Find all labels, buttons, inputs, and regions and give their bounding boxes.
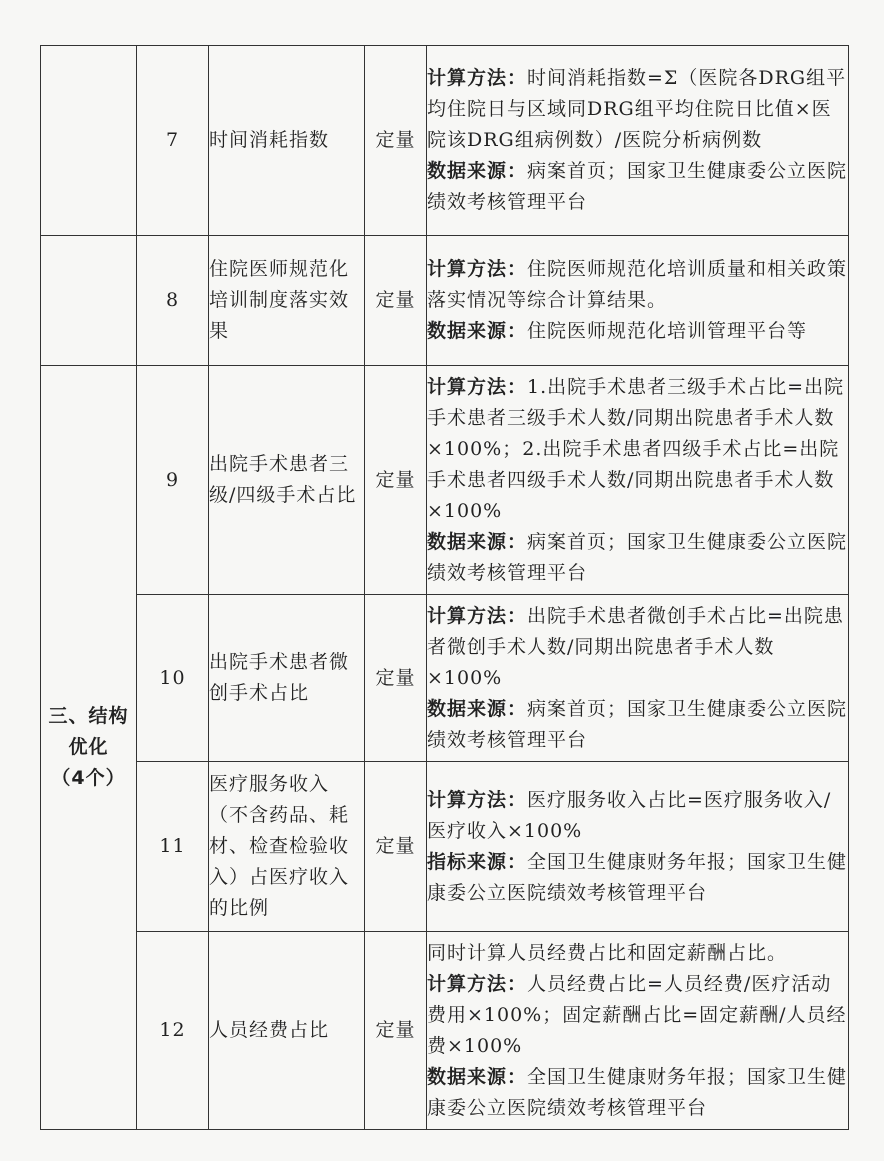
data-source-label: 数据来源： (427, 530, 528, 553)
table-row (41, 762, 849, 932)
data-source-text: 全国卫生健康财务年报；国家卫生健康委公立医院绩效考核管理平台 (427, 1065, 848, 1119)
data-source-text: 病案首页；国家卫生健康委公立医院绩效考核管理平台 (427, 530, 848, 584)
category-title: 三、结构 (48, 705, 129, 727)
indicator-table (40, 45, 849, 1130)
calc-method-text: 出院手术患者微创手术占比=出院患者微创手术人数/同期出院患者手术人数×100% (427, 604, 844, 689)
indicator-description (427, 46, 849, 236)
calc-method-label: 计算方法： (427, 67, 528, 89)
category-cell-continued (41, 236, 137, 366)
row-number: 8 (137, 236, 209, 366)
table-row (41, 595, 849, 762)
indicator-name: 住院医师规范化培训制度落实效果 (209, 236, 365, 366)
indicator-name: 出院手术患者微创手术占比 (209, 595, 365, 762)
indicator-name: 出院手术患者三级/四级手术占比 (209, 366, 365, 595)
indicator-source-label: 指标来源： (427, 850, 528, 873)
indicator-description (427, 236, 849, 366)
data-source-text: 病案首页；国家卫生健康委公立医院绩效考核管理平台 (427, 697, 848, 751)
indicator-type: 定量 (365, 46, 427, 236)
table-row (41, 46, 849, 236)
calc-method-text: 医疗服务收入占比=医疗服务收入/医疗收入×100% (427, 788, 832, 842)
table-row (41, 366, 849, 595)
indicator-description (427, 366, 849, 595)
data-source-label: 数据来源： (427, 1065, 528, 1088)
row-number: 12 (137, 932, 209, 1130)
row-number: 11 (137, 762, 209, 932)
category-subtitle: 优化 (68, 736, 109, 758)
indicator-type: 定量 (365, 366, 427, 595)
data-source-label: 数据来源： (427, 697, 528, 720)
calc-method-label: 计算方法： (427, 375, 528, 398)
preface-text: 同时计算人员经费占比和固定薪酬占比。 (427, 941, 788, 964)
data-source-label: 数据来源： (427, 320, 528, 342)
category-count: （4个） (51, 767, 126, 789)
data-source-text: 病案首页；国家卫生健康委公立医院绩效考核管理平台 (427, 160, 848, 213)
table-row (41, 236, 849, 366)
indicator-name: 医疗服务收入（不含药品、耗材、检查检验收入）占医疗收入的比例 (209, 762, 365, 932)
table-row (41, 932, 849, 1130)
indicator-name: 人员经费占比 (209, 932, 365, 1130)
calc-method-text: 时间消耗指数=Σ（医院各DRG组平均住院日与区域同DRG组平均住院日比值×医院该DRG组病例数）/医院分析病例数 (427, 67, 847, 151)
calc-method-text: 人员经费占比=人员经费/医疗活动费用×100%；固定薪酬占比=固定薪酬/人员经费×100% (427, 972, 847, 1057)
row-number: 9 (137, 366, 209, 595)
indicator-description (427, 595, 849, 762)
category-cell (41, 366, 137, 1130)
indicator-type: 定量 (365, 932, 427, 1130)
calc-method-label: 计算方法： (427, 604, 528, 627)
calc-method-label: 计算方法： (427, 788, 528, 811)
indicator-type: 定量 (365, 762, 427, 932)
indicator-description (427, 932, 849, 1130)
row-number: 7 (137, 46, 209, 236)
calc-method-text: 住院医师规范化培训质量和相关政策落实情况等综合计算结果。 (427, 258, 848, 311)
indicator-name: 时间消耗指数 (209, 46, 365, 236)
data-source-label: 数据来源： (427, 160, 528, 182)
calc-method-text: 1.出院手术患者三级手术占比=出院手术患者三级手术人数/同期出院患者手术人数×100%；2.出院手术患者四级手术占比=出院手术患者四级手术人数/同期出院患者手术人数×100% (427, 375, 845, 522)
indicator-source-text: 全国卫生健康财务年报；国家卫生健康委公立医院绩效考核管理平台 (427, 850, 848, 904)
data-source-text: 住院医师规范化培训管理平台等 (527, 320, 808, 342)
calc-method-label: 计算方法： (427, 258, 528, 280)
indicator-type: 定量 (365, 236, 427, 366)
row-number: 10 (137, 595, 209, 762)
indicator-type: 定量 (365, 595, 427, 762)
calc-method-label: 计算方法： (427, 972, 528, 995)
category-cell-continued (41, 46, 137, 236)
indicator-description (427, 762, 849, 932)
